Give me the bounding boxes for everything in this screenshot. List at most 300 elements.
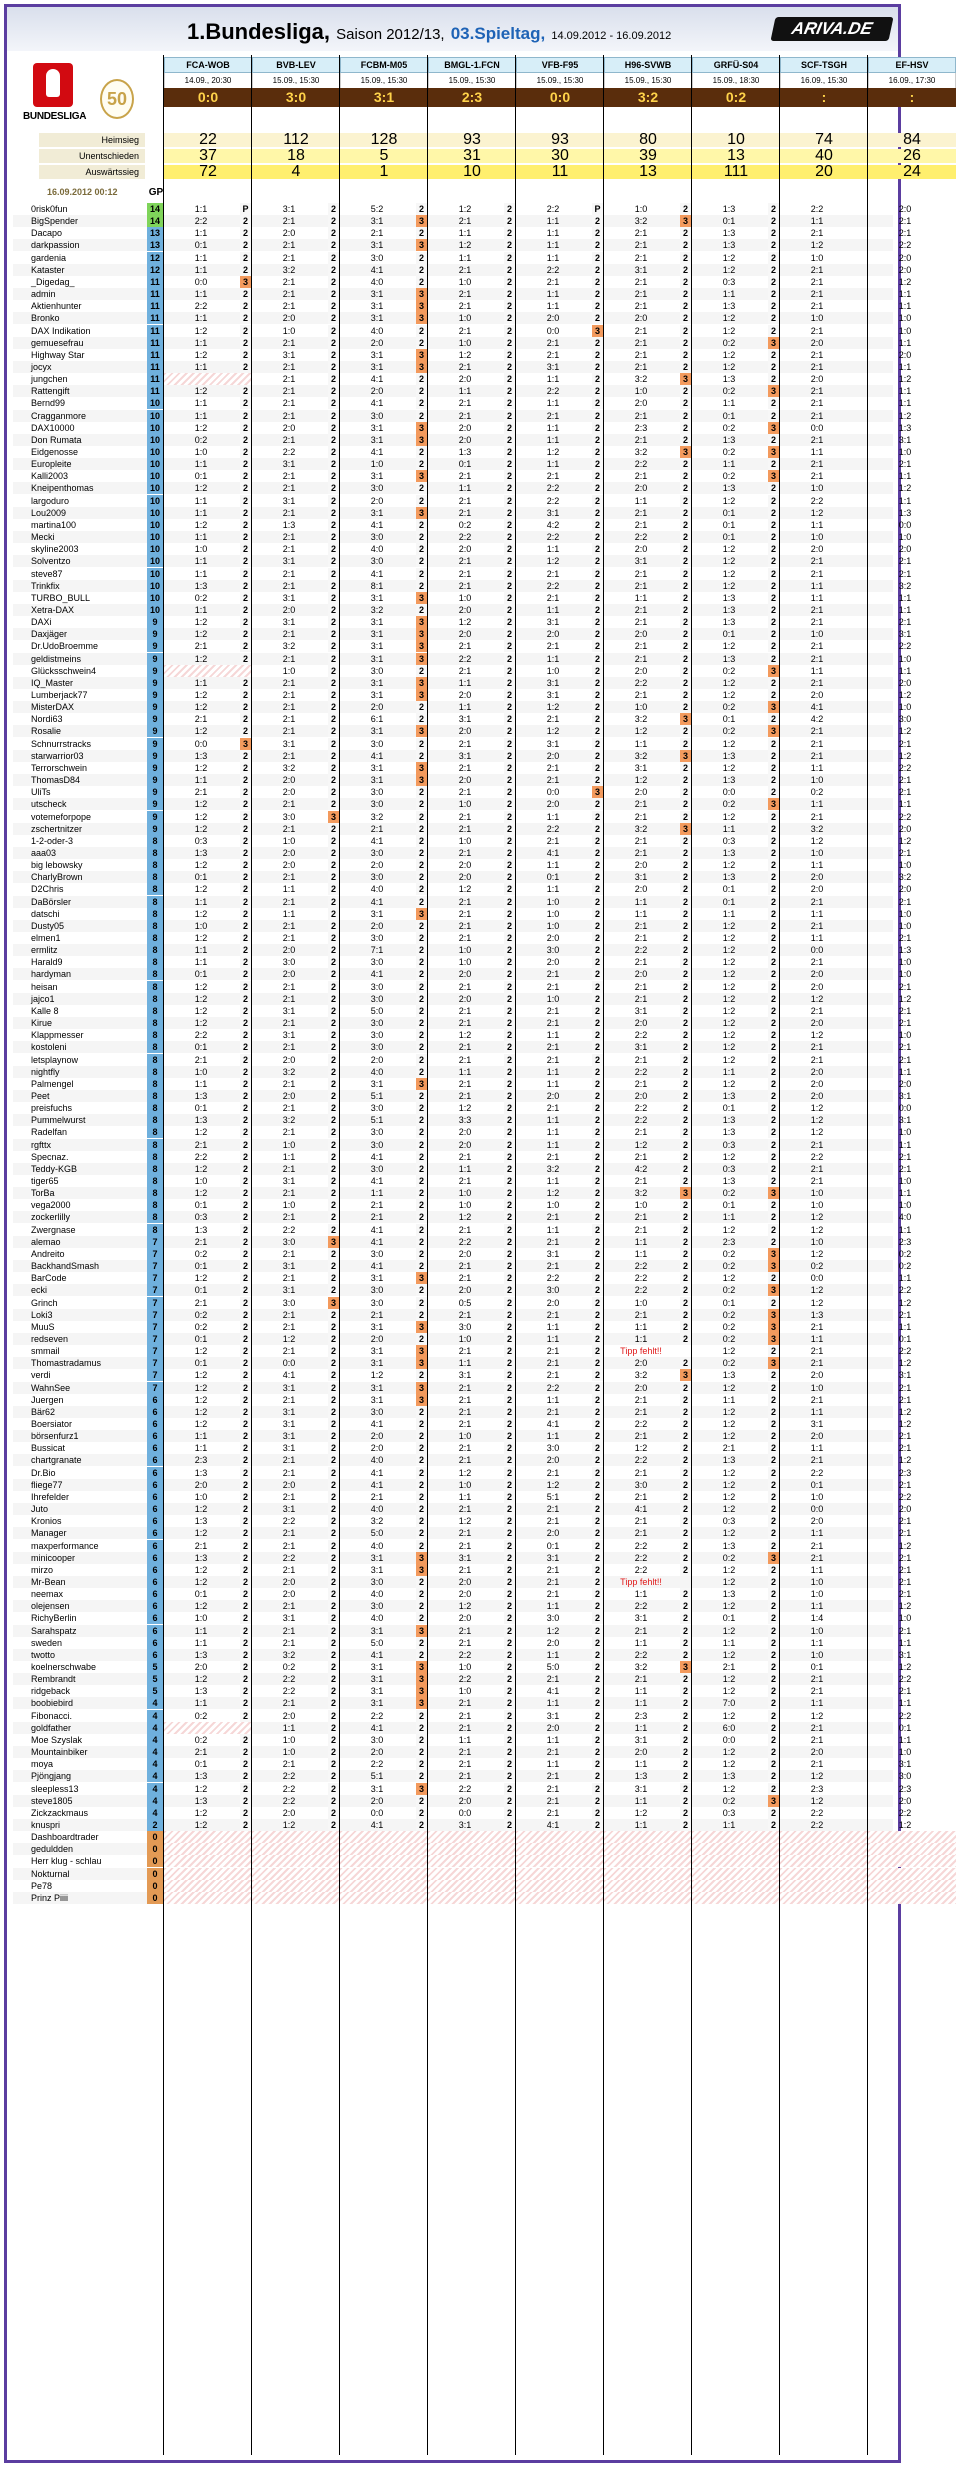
player-name[interactable]: twotto <box>31 1649 147 1661</box>
tip-points: 2 <box>504 1151 515 1163</box>
player-name[interactable]: Specnaz. <box>31 1151 147 1163</box>
player-name[interactable]: Zickzackmaus <box>31 1807 147 1819</box>
tip-score: 2:1 <box>604 252 678 264</box>
player-name[interactable]: Klappmesser <box>31 1029 147 1041</box>
tip-score: 2:1 <box>252 580 326 592</box>
tip-score: 3:0 <box>340 1139 414 1151</box>
player-name[interactable]: Kronios <box>31 1515 147 1527</box>
tip-points: 2 <box>680 689 691 701</box>
tip-cell <box>868 1880 956 1892</box>
tip-score: 1:2 <box>164 798 238 810</box>
tip-score: 1:1 <box>252 908 326 920</box>
player-name[interactable]: vega2000 <box>31 1199 147 1211</box>
tip-cell <box>340 1066 428 1078</box>
player-gp: 11 <box>147 276 163 288</box>
matchday-link[interactable]: 03.Spieltag, <box>451 24 545 43</box>
tip-cell <box>164 1454 252 1466</box>
player-name[interactable]: admin <box>31 288 147 300</box>
player-name[interactable]: RichyBerlin <box>31 1612 147 1624</box>
tip-points: 2 <box>328 1066 339 1078</box>
player-name[interactable]: sweden <box>31 1637 147 1649</box>
player-name[interactable]: Radelfan <box>31 1126 147 1138</box>
player-name[interactable]: Bussicat <box>31 1442 147 1454</box>
player-name[interactable]: steve1805 <box>31 1795 147 1807</box>
player-name[interactable]: martina100 <box>31 519 147 531</box>
player-name[interactable]: nightfly <box>31 1066 147 1078</box>
player-gp: 8 <box>147 1175 163 1187</box>
player-name[interactable]: Teddy-KGB <box>31 1163 147 1175</box>
tip-cell <box>868 555 956 567</box>
player-name[interactable]: letsplaynow <box>31 1054 147 1066</box>
tip-score: 1:1 <box>516 239 590 251</box>
player-name[interactable]: heisan <box>31 981 147 993</box>
player-name[interactable]: ermlitz <box>31 944 147 956</box>
tip-score: 2:0 <box>252 227 326 239</box>
tip-score: 1:0 <box>604 385 678 397</box>
match-teams[interactable]: H96-SVWB <box>604 57 692 73</box>
player-name[interactable]: jocyx <box>31 361 147 373</box>
player-name[interactable]: Glücksschwein4 <box>31 665 147 677</box>
player-name[interactable]: Boersiator <box>31 1418 147 1430</box>
player-name[interactable]: Mecki <box>31 531 147 543</box>
player-name[interactable]: Aktienhunter <box>31 300 147 312</box>
tip-score: 2:1 <box>604 470 678 482</box>
player-name[interactable]: Zwergnase <box>31 1224 147 1236</box>
player-name[interactable]: boobiebird <box>31 1697 147 1709</box>
tip-cell <box>692 1467 780 1479</box>
tip-points: 2 <box>328 798 339 810</box>
player-name[interactable]: Cragganmore <box>31 410 147 422</box>
player-name[interactable]: zockerlilly <box>31 1211 147 1223</box>
player-name[interactable]: Pe78 <box>31 1880 147 1892</box>
tip-points: 3 <box>416 1673 427 1685</box>
player-row <box>13 738 893 750</box>
tip-score: 4:1 <box>340 968 414 980</box>
tip-points: 2 <box>328 1187 339 1199</box>
player-name[interactable]: Don Rumata <box>31 434 147 446</box>
player-name[interactable]: sleepless13 <box>31 1783 147 1795</box>
tip-cell <box>164 1807 252 1819</box>
tip-score: 3:1 <box>340 422 414 434</box>
tip-points: 2 <box>240 1369 251 1381</box>
tip-score: 1:1 <box>780 859 854 871</box>
player-name[interactable]: moya <box>31 1758 147 1770</box>
player-name[interactable]: BarCode <box>31 1272 147 1284</box>
tip-cell <box>604 1491 692 1503</box>
tip-cell <box>340 543 428 555</box>
player-name[interactable]: Kataster <box>31 264 147 276</box>
player-name[interactable]: Kirue <box>31 1017 147 1029</box>
player-name[interactable]: Rattengift <box>31 385 147 397</box>
tip-score: 2:0 <box>428 434 502 446</box>
player-name[interactable]: gemuesefrau <box>31 337 147 349</box>
match-result: 3:2 <box>604 88 692 107</box>
tip-cell <box>340 1588 428 1600</box>
player-name[interactable]: Juergen <box>31 1394 147 1406</box>
player-name[interactable]: Herr klug - schlau <box>31 1855 147 1867</box>
tip-points: 2 <box>768 1369 779 1381</box>
tip-cell <box>252 312 340 324</box>
player-name[interactable]: DAX Indikation <box>31 325 147 337</box>
player-name[interactable]: ecki <box>31 1284 147 1296</box>
tip-points: 2 <box>416 1649 427 1661</box>
tip-cell <box>692 713 780 725</box>
player-row <box>13 665 893 677</box>
tip-score: 1:0 <box>164 1066 238 1078</box>
tip-points: 2 <box>240 1600 251 1612</box>
tip-points: 2 <box>416 1029 427 1041</box>
player-name[interactable]: DAXi <box>31 616 147 628</box>
player-name[interactable]: maxperformance <box>31 1540 147 1552</box>
player-name[interactable]: datschi <box>31 908 147 920</box>
player-name[interactable]: Ihrefelder <box>31 1491 147 1503</box>
player-gp: 9 <box>147 774 163 786</box>
tip-score: 1:1 <box>164 944 238 956</box>
tip-cell <box>340 458 428 470</box>
player-name[interactable]: smmail <box>31 1345 147 1357</box>
tip-score: 2:1 <box>868 738 942 750</box>
tip-score: 2:0 <box>868 543 942 555</box>
tip-score: 0:2 <box>692 1284 766 1296</box>
player-gp: 6 <box>147 1491 163 1503</box>
tip-points: 2 <box>768 1224 779 1236</box>
player-name[interactable]: Eidgenosse <box>31 446 147 458</box>
player-name[interactable]: Solventzo <box>31 555 147 567</box>
tip-score: 2:1 <box>604 604 678 616</box>
player-name[interactable]: steve87 <box>31 568 147 580</box>
tip-score: 2:2 <box>252 1515 326 1527</box>
match-header <box>868 57 956 107</box>
player-name[interactable]: BigSpender <box>31 215 147 227</box>
player-name[interactable]: CharlyBrown <box>31 871 147 883</box>
player-name[interactable]: börsenfurz1 <box>31 1430 147 1442</box>
player-name[interactable]: Bernd99 <box>31 397 147 409</box>
player-name[interactable]: Xetra-DAX <box>31 604 147 616</box>
player-name[interactable]: Thomastradamus <box>31 1357 147 1369</box>
player-name[interactable]: neemax <box>31 1588 147 1600</box>
player-name[interactable]: MuuS <box>31 1321 147 1333</box>
player-name[interactable]: skyline2003 <box>31 543 147 555</box>
player-name[interactable]: Rembrandt <box>31 1673 147 1685</box>
tip-score: 2:1 <box>780 410 854 422</box>
match-teams[interactable]: SCF-TSGH <box>780 57 868 73</box>
player-name[interactable]: preisfuchs <box>31 1102 147 1114</box>
match-teams[interactable]: FCA-WOB <box>164 57 252 73</box>
tip-cell <box>780 1831 868 1843</box>
player-name[interactable]: koelnerschwabe <box>31 1661 147 1673</box>
tip-score: 2:3 <box>164 1454 238 1466</box>
player-name[interactable]: Mountainbiker <box>31 1746 147 1758</box>
player-name[interactable]: votemeforpope <box>31 811 147 823</box>
tip-points: 2 <box>504 1139 515 1151</box>
tip-cell <box>868 871 956 883</box>
player-name[interactable]: goldfather <box>31 1722 147 1734</box>
tip-points: 2 <box>680 1746 691 1758</box>
match-teams[interactable]: GRFÜ-S04 <box>692 57 780 73</box>
player-name[interactable]: Terrorschwein <box>31 762 147 774</box>
tip-cell <box>252 1102 340 1114</box>
player-name[interactable]: Lou2009 <box>31 507 147 519</box>
player-name[interactable]: Manager <box>31 1527 147 1539</box>
tip-cell <box>692 1685 780 1697</box>
tip-points: 2 <box>240 1284 251 1296</box>
player-name[interactable]: WahnSee <box>31 1382 147 1394</box>
tip-points: 2 <box>768 1017 779 1029</box>
player-row <box>13 616 893 628</box>
tip-cell <box>164 1491 252 1503</box>
tip-score: 1:2 <box>692 920 766 932</box>
player-name[interactable]: kostoleni <box>31 1041 147 1053</box>
tip-points: 2 <box>416 1199 427 1211</box>
tip-cell <box>164 1637 252 1649</box>
player-name[interactable]: jungchen <box>31 373 147 385</box>
tip-score: 1:1 <box>516 1758 590 1770</box>
player-name[interactable]: utscheck <box>31 798 147 810</box>
tip-points: 2 <box>680 1211 691 1223</box>
tip-points: 2 <box>240 1758 251 1770</box>
player-name[interactable]: knuspri <box>31 1819 147 1831</box>
player-name[interactable]: Sarahspatz <box>31 1625 147 1637</box>
tip-score: 1:2 <box>868 373 942 385</box>
player-name[interactable]: Prinz Piiii <box>31 1892 147 1904</box>
player-name[interactable]: Nokturnal <box>31 1868 147 1880</box>
tip-cell <box>340 1540 428 1552</box>
player-name[interactable]: Lumberjack77 <box>31 689 147 701</box>
player-name[interactable]: largoduro <box>31 495 147 507</box>
tip-points: 2 <box>680 507 691 519</box>
tip-cell <box>692 1017 780 1029</box>
player-gp: 4 <box>147 1795 163 1807</box>
tip-points: 2 <box>504 1199 515 1211</box>
tip-points: 2 <box>768 1588 779 1600</box>
tip-cell <box>868 361 956 373</box>
player-name[interactable]: 0risk0fun <box>31 203 147 215</box>
tip-points: 2 <box>416 981 427 993</box>
tip-cell <box>252 1005 340 1017</box>
player-name[interactable]: Bär62 <box>31 1406 147 1418</box>
player-name[interactable]: IQ_Master <box>31 677 147 689</box>
player-name[interactable]: alemao <box>31 1236 147 1248</box>
player-name[interactable]: Juto <box>31 1503 147 1515</box>
tip-points: 3 <box>592 786 603 798</box>
tip-score: 0:2 <box>428 519 502 531</box>
tip-cell <box>428 1430 516 1442</box>
tip-score: 2:1 <box>780 738 854 750</box>
tip-points: 2 <box>504 920 515 932</box>
player-name[interactable]: DaBörsler <box>31 896 147 908</box>
tip-points: 3 <box>416 1321 427 1333</box>
tip-points: 2 <box>768 252 779 264</box>
tip-points: 2 <box>504 1041 515 1053</box>
tip-points: 2 <box>328 750 339 762</box>
player-name[interactable]: tiger65 <box>31 1175 147 1187</box>
player-name[interactable]: Moe Szyslak <box>31 1734 147 1746</box>
player-name[interactable]: TURBO_BULL <box>31 592 147 604</box>
player-name[interactable]: Europleite <box>31 458 147 470</box>
player-name[interactable]: MisterDAX <box>31 701 147 713</box>
player-name[interactable]: gardenia <box>31 252 147 264</box>
tip-points: 2 <box>680 385 691 397</box>
player-gp: 6 <box>147 1503 163 1515</box>
tip-points: 2 <box>328 1746 339 1758</box>
tip-score: 2:0 <box>780 1090 854 1102</box>
tip-score: 2:0 <box>604 1746 678 1758</box>
tip-points: 2 <box>328 1454 339 1466</box>
player-name[interactable]: Dacapo <box>31 227 147 239</box>
player-name[interactable]: Dashboardtrader <box>31 1831 147 1843</box>
tip-score: 4:2 <box>516 519 590 531</box>
player-name[interactable]: Palmengel <box>31 1078 147 1090</box>
tip-points: 3 <box>416 1783 427 1795</box>
player-name[interactable]: Andreito <box>31 1248 147 1260</box>
tip-score: 2:1 <box>868 981 942 993</box>
player-name[interactable]: _Digedag_ <box>31 276 147 288</box>
tip-cell <box>516 1199 604 1211</box>
player-name[interactable]: minicooper <box>31 1552 147 1564</box>
tip-score: 1:2 <box>692 956 766 968</box>
player-name[interactable]: Pummelwurst <box>31 1114 147 1126</box>
tip-points: 2 <box>768 956 779 968</box>
tip-score: 2:1 <box>516 1102 590 1114</box>
tip-score: 0:0 <box>692 1734 766 1746</box>
tip-points: 2 <box>328 1697 339 1709</box>
tip-points: 2 <box>680 1564 691 1576</box>
player-name[interactable]: Loki3 <box>31 1309 147 1321</box>
player-name[interactable]: Dr.UdoBroemme <box>31 640 147 652</box>
tip-points: 2 <box>680 1758 691 1770</box>
player-name[interactable]: darkpassion <box>31 239 147 251</box>
player-name[interactable]: Bronko <box>31 312 147 324</box>
tip-score: 2:1 <box>780 604 854 616</box>
player-name[interactable]: Highway Star <box>31 349 147 361</box>
tip-cell <box>604 1321 692 1333</box>
tip-score: 2:0 <box>428 968 502 980</box>
player-name[interactable]: ridgeback <box>31 1685 147 1697</box>
tip-cell <box>252 1199 340 1211</box>
player-name[interactable]: starwarrior03 <box>31 750 147 762</box>
player-name[interactable]: elmen1 <box>31 932 147 944</box>
tip-cell <box>692 373 780 385</box>
player-name[interactable]: Pjöngjang <box>31 1770 147 1782</box>
player-name[interactable]: hardyman <box>31 968 147 980</box>
player-name[interactable]: Daxjäger <box>31 628 147 640</box>
tip-score: 2:1 <box>868 1005 942 1017</box>
match-teams[interactable]: FCBM-M05 <box>340 57 428 73</box>
tip-points: 2 <box>328 1357 339 1369</box>
player-name[interactable]: aaa03 <box>31 847 147 859</box>
tip-score: 2:1 <box>604 337 678 349</box>
player-name[interactable]: TorBa <box>31 1187 147 1199</box>
player-name[interactable]: 1-2-oder-3 <box>31 835 147 847</box>
tip-score: 1:1 <box>604 1697 678 1709</box>
tip-score: 0:2 <box>692 1321 766 1333</box>
tip-score: 5:1 <box>340 1770 414 1782</box>
tip-cell <box>692 1722 780 1734</box>
player-name[interactable]: Peet <box>31 1090 147 1102</box>
player-gp: 10 <box>147 434 163 446</box>
tip-score: 3:0 <box>340 531 414 543</box>
player-name[interactable]: mirzo <box>31 1564 147 1576</box>
tip-cell <box>868 434 956 446</box>
player-name[interactable]: rgfttx <box>31 1139 147 1151</box>
tip-points: 2 <box>416 883 427 895</box>
player-name[interactable]: Nordi63 <box>31 713 147 725</box>
player-name[interactable]: Grinch <box>31 1297 147 1309</box>
tip-score: 2:1 <box>780 1394 854 1406</box>
tip-cell <box>692 750 780 762</box>
tip-points: 2 <box>680 1734 691 1746</box>
tip-cell <box>780 944 868 956</box>
match-teams[interactable]: EF-HSV <box>868 57 956 73</box>
match-header <box>516 57 604 107</box>
tip-score: 1:1 <box>516 1697 590 1709</box>
tip-points: 2 <box>680 1017 691 1029</box>
player-name[interactable]: BackhandSmash <box>31 1260 147 1272</box>
player-name[interactable]: big lebowsky <box>31 859 147 871</box>
player-name[interactable]: Trinkfix <box>31 580 147 592</box>
player-name[interactable]: chartgranate <box>31 1454 147 1466</box>
player-name[interactable]: Harald9 <box>31 956 147 968</box>
player-gp: 8 <box>147 1163 163 1175</box>
player-gp: 12 <box>147 252 163 264</box>
player-name[interactable]: fliege77 <box>31 1479 147 1491</box>
tip-cell <box>868 252 956 264</box>
match-teams[interactable]: BMGL-1.FCN <box>428 57 516 73</box>
player-name[interactable]: Fibonacci. <box>31 1710 147 1722</box>
tipp-table-frame <box>4 4 901 2463</box>
match-teams[interactable]: VFB-F95 <box>516 57 604 73</box>
player-name[interactable]: geduldden <box>31 1843 147 1855</box>
player-name[interactable]: Schnurrstracks <box>31 738 147 750</box>
player-name[interactable]: redseven <box>31 1333 147 1345</box>
player-name[interactable]: Kneipenthomas <box>31 482 147 494</box>
tip-points: 2 <box>328 823 339 835</box>
player-name[interactable]: olejensen <box>31 1600 147 1612</box>
tip-cell <box>164 1746 252 1758</box>
player-name[interactable]: Mr-Bean <box>31 1576 147 1588</box>
player-name[interactable]: zschertnitzer <box>31 823 147 835</box>
player-name[interactable]: D2Chris <box>31 883 147 895</box>
tip-cell <box>340 215 428 227</box>
tip-points: 2 <box>680 325 691 337</box>
player-gp: 9 <box>147 640 163 652</box>
tip-points: 2 <box>680 1430 691 1442</box>
player-name[interactable]: Kalle 8 <box>31 1005 147 1017</box>
tip-points: 2 <box>592 397 603 409</box>
player-name[interactable]: Dr.Bio <box>31 1467 147 1479</box>
column-divider <box>515 55 516 2455</box>
player-row <box>13 1661 893 1673</box>
player-name[interactable]: DAX10000 <box>31 422 147 434</box>
player-name[interactable]: verdi <box>31 1369 147 1381</box>
tip-cell <box>604 1090 692 1102</box>
match-teams[interactable]: BVB-LEV <box>252 57 340 73</box>
ariva-logo[interactable]: ARIVA.DE <box>770 17 893 41</box>
player-name[interactable]: Rosalie <box>31 725 147 737</box>
tip-points: 2 <box>416 1224 427 1236</box>
tip-cell <box>252 786 340 798</box>
tip-cell <box>516 1248 604 1260</box>
player-name[interactable]: geldistmeins <box>31 653 147 665</box>
player-name[interactable]: jajco1 <box>31 993 147 1005</box>
tip-score: 1:2 <box>868 1540 942 1552</box>
player-name[interactable]: UliTs <box>31 786 147 798</box>
player-gp: 8 <box>147 1199 163 1211</box>
player-name[interactable]: Dusty05 <box>31 920 147 932</box>
tip-score: 2:1 <box>516 1309 590 1321</box>
player-name[interactable]: ThomasD84 <box>31 774 147 786</box>
player-name[interactable]: Kalli2003 <box>31 470 147 482</box>
